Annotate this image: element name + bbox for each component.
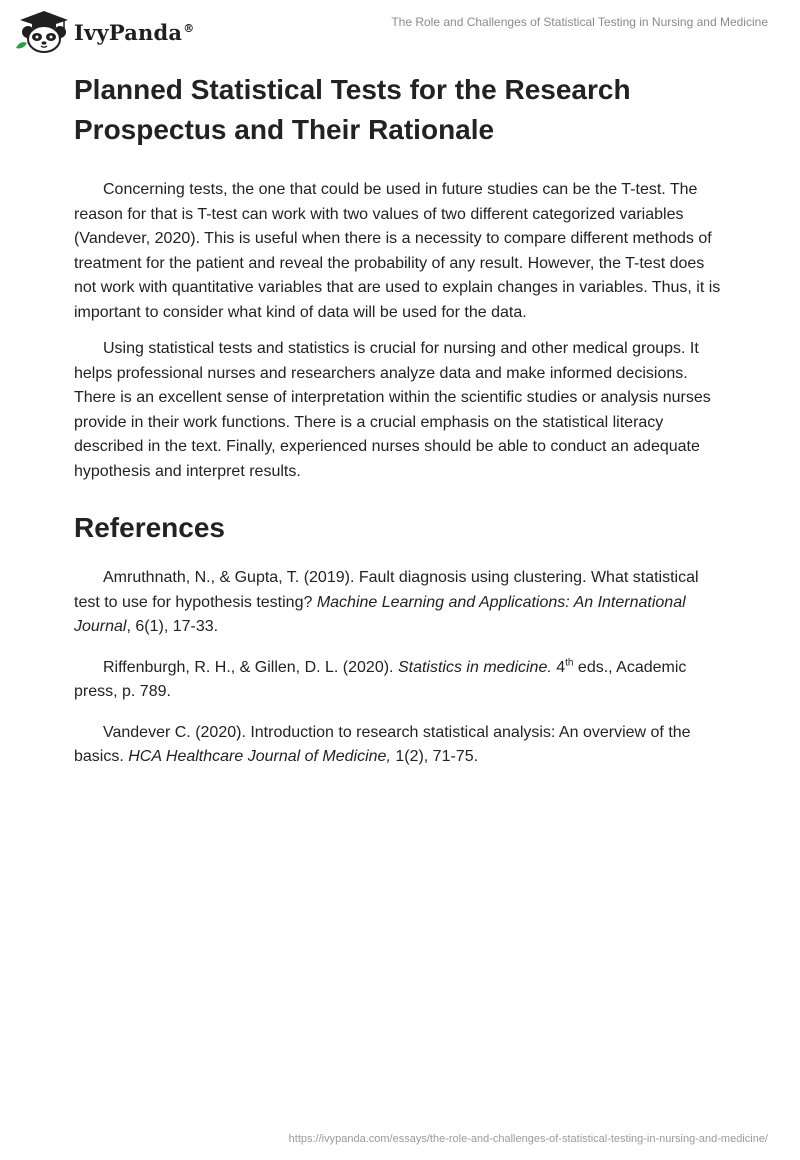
page-header (0, 0, 800, 60)
reference-item-3: Vandever C. (2020). Introduction to research statistical analysis: An overview of the basics. HCA Healthcare Journal of Medicine, 1(2), 71-75. (74, 723, 691, 765)
section-heading: Planned Statistical Tests for the Research Prospectus and Their Rationale (74, 74, 631, 145)
logo-wordmark: IvyPanda® (74, 19, 195, 45)
reference-item-1: Amruthnath, N., & Gupta, T. (2019). Fault diagnosis using clustering. What statistical test to use for hypothesis testing? Machine Learning and Applications: An International Journal, 6(1), 17-33. (74, 569, 699, 635)
panda-graduation-cap-icon (14, 8, 70, 54)
body-paragraph-1: Concerning tests, the one that could be used in future studies can be the T-test. The reason for that is T-test can work with two values of two different categorized variables (Vandever, 2020). This is useful when there is a necessity to compare different methods of treatment for the patient and reveal the probability of any result. However, the T-test does not work with quantitative variables that are used to explain changes in variables. Thus, it is important to consider what kind of data will be used for the data. (74, 181, 721, 321)
ivypanda-logo[interactable] (14, 8, 194, 54)
body-paragraph-2: Using statistical tests and statistics is crucial for nursing and other medical groups. It helps professional nurses and researchers analyze data and make informed decisions. There is an excellent sense of interpretation within the scientific studies or analysis nurses provide in their work functions. There is a crucial emphasis on the statistical literacy described in the text. Finally, experienced nurses should be able to conduct an adequate hypothesis and interpret results. (74, 340, 711, 480)
document-body (74, 70, 724, 786)
references-heading: References (74, 512, 225, 543)
reference-item-2: Riffenburgh, R. H., & Gillen, D. L. (2020). Statistics in medicine. 4th eds., Academic press, p. 789. (74, 657, 687, 700)
running-title: The Role and Challenges of Statistical Testing in Nursing and Medicine (391, 15, 768, 29)
source-url[interactable]: https://ivypanda.com/essays/the-role-and-challenges-of-statistical-testing-in-nursing-and-medicine/ (288, 1133, 768, 1145)
